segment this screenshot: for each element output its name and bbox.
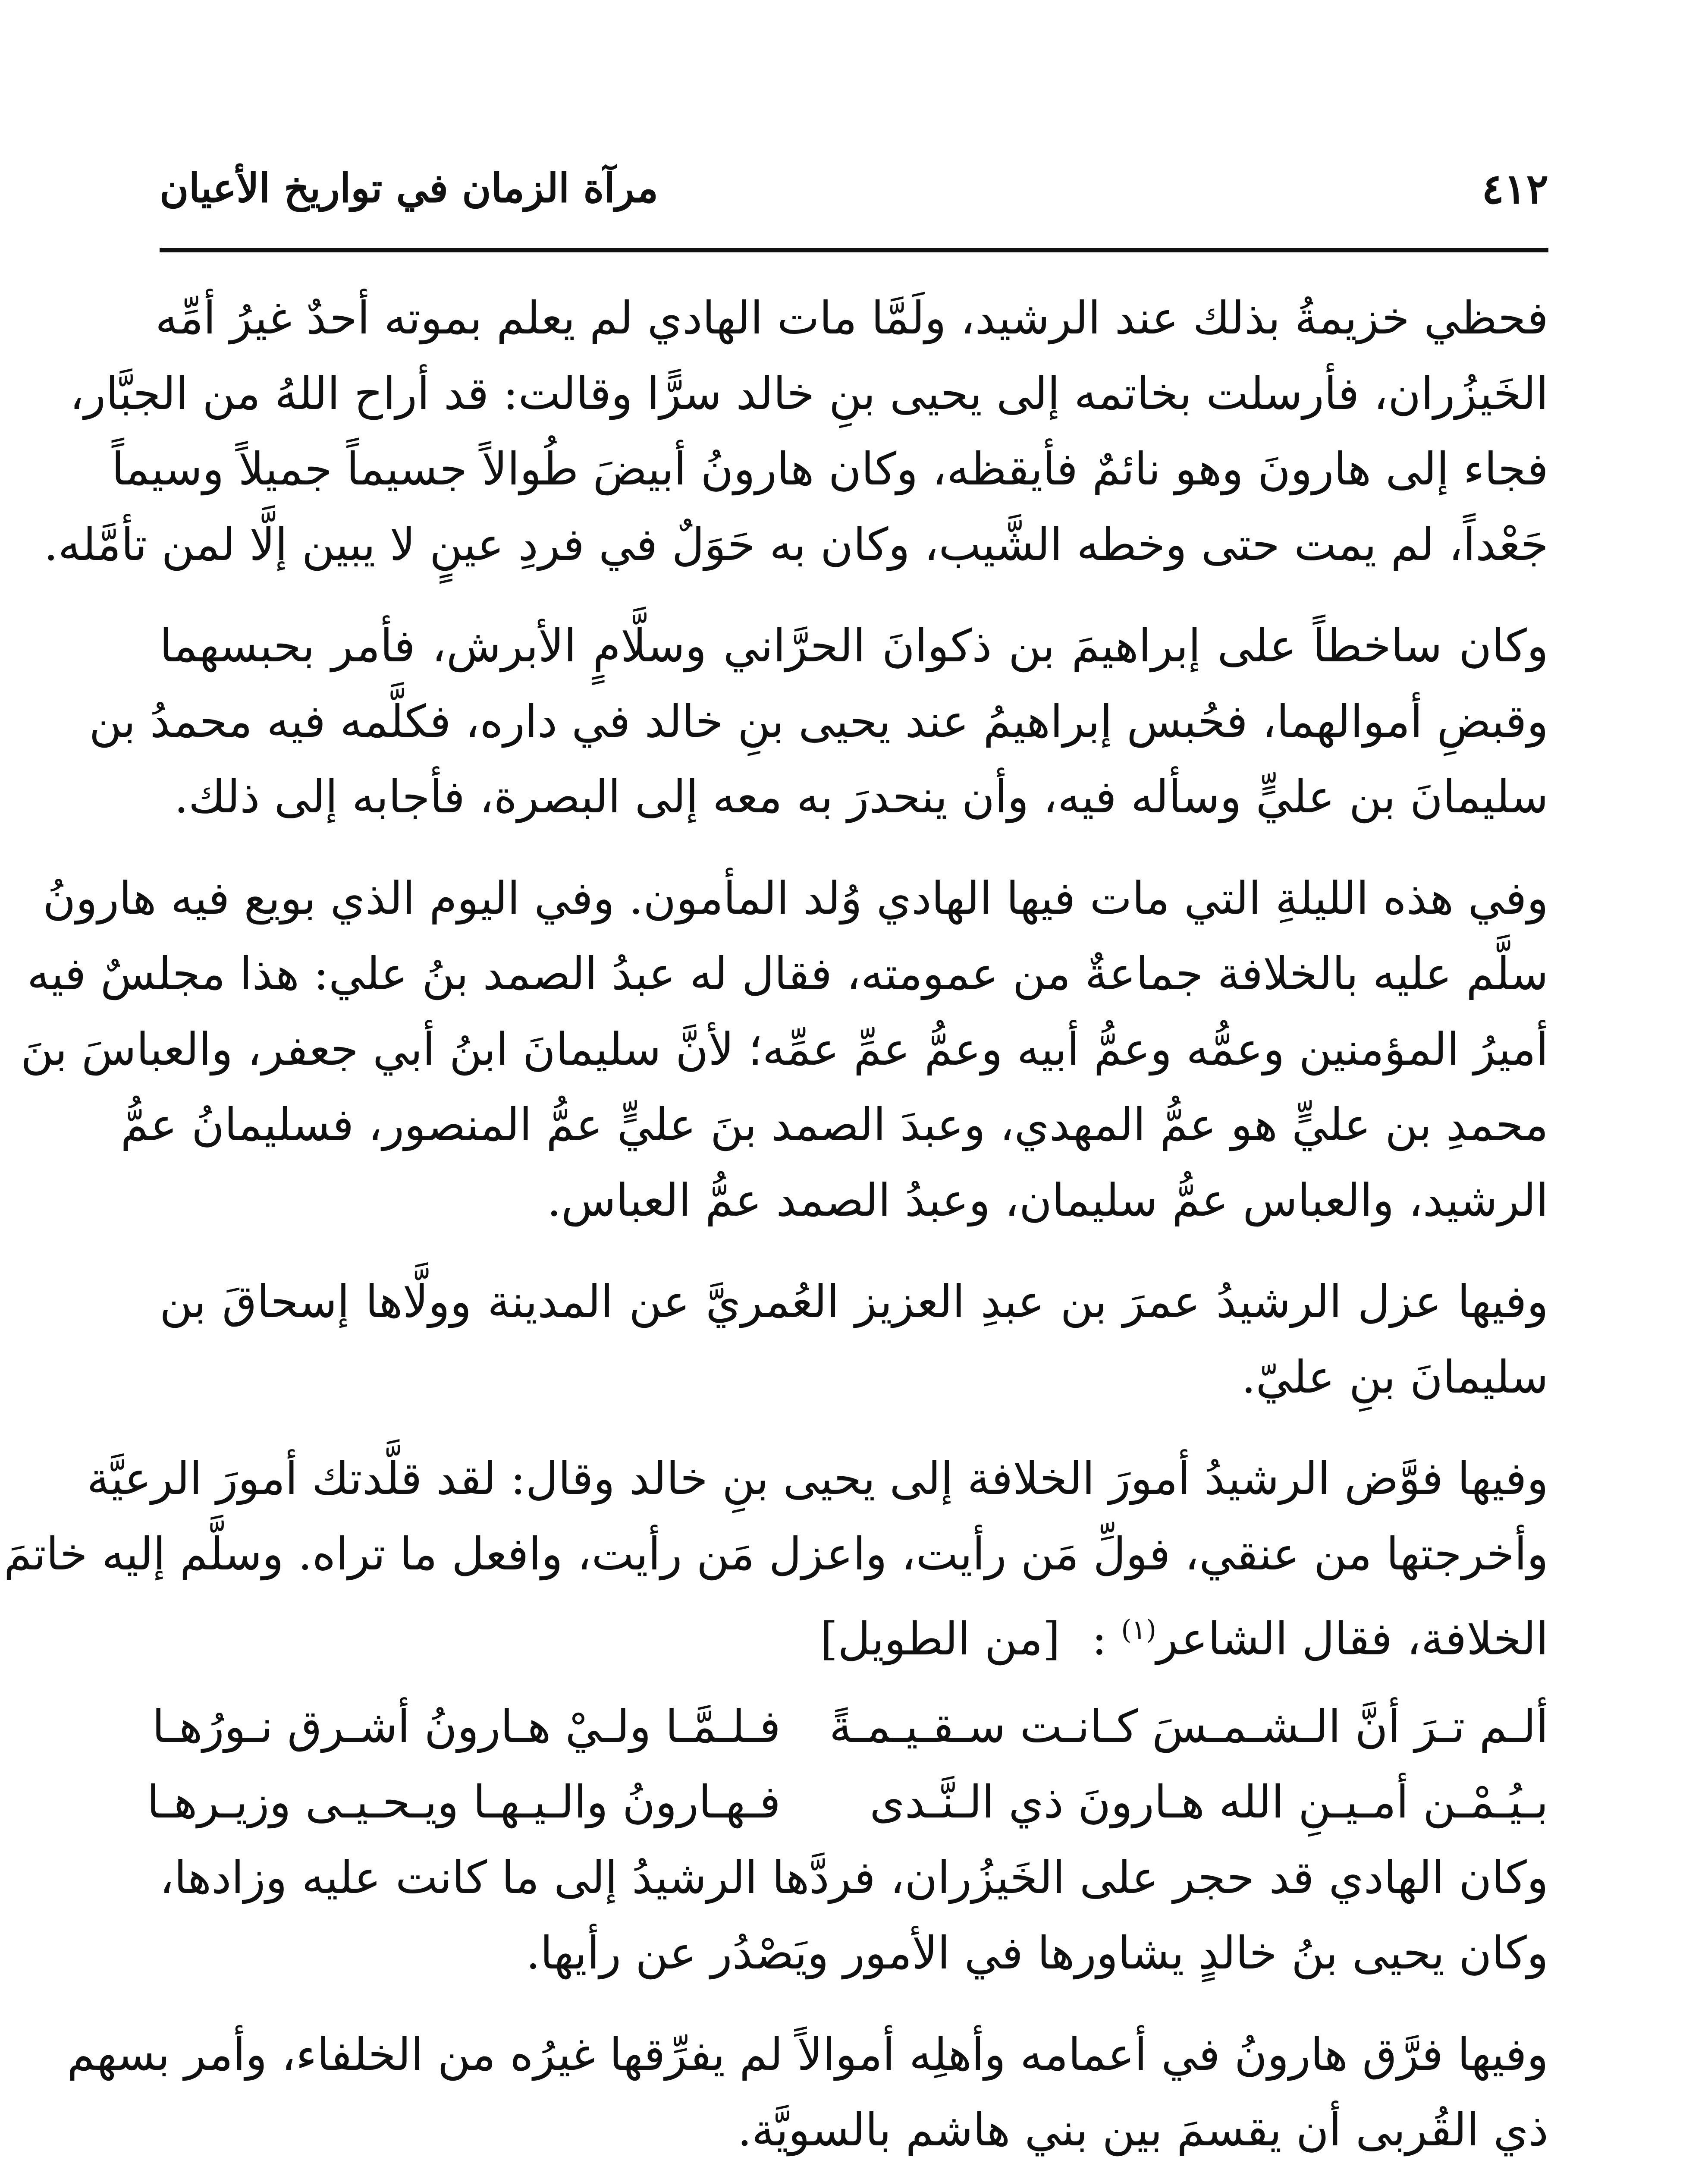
text-line: جَعْداً، لم يمت حتى وخطه الشَّيب، وكان به حَوَلٌ في فردِ عينٍ لا يبين إلَّا لمن تأمَّله.	[44, 518, 1548, 571]
poetic-meter: [من الطويل]	[820, 1612, 1061, 1665]
poet-intro: الخلافة، فقال الشاعر	[1156, 1612, 1548, 1665]
text-line	[160, 1592, 1548, 1677]
text-line: وأخرجتها من عنقي، فولِّ مَن رأيت، واعزل مَن رأيت، وافعل ما تراه. وسلَّم إليه خاتمَ	[3, 1528, 1548, 1580]
poem-verse	[152, 1689, 1548, 1764]
text-line: ذي القُربى أن يقسمَ بين بني هاشمٍ بالسويَّة.	[737, 2103, 1548, 2156]
text-line: وفي هذه الليلةِ التي مات فيها الهادي وُلد المأمون. وفي اليوم الذي بويع فيه هارونُ	[43, 872, 1548, 924]
text-line: محمدِ بن عليٍّ هو عمُّ المهدي، وعبدَ الصمد بنَ عليٍّ عمُّ المنصور، فسليمانُ عمُّ	[120, 1098, 1548, 1151]
text-line: أميرُ المؤمنين وعمُّه وعمُّ أبيه وعمُّ عمِّ عمِّه؛ لأنَّ سليمانَ ابنُ أبي جعفر، والعباسَ بنَ	[20, 1023, 1548, 1075]
header-divider	[160, 248, 1548, 252]
second-hemistich: فـهـارونُ والـيـهـا ويـحـيـى وزيـرهـا	[147, 1775, 781, 1828]
text-line: الخَيزُران، فأرسلت بخاتمه إلى يحيى بنِ خالد سرًّا وقالت: قد أراح اللهُ من الجبَّار،	[69, 367, 1548, 420]
text-line: وكان ساخطاً على إبراهيمَ بن ذكوانَ الحرَّاني وسلَّامٍ الأبرش، فأمر بحبسهما	[160, 619, 1549, 672]
main-text	[3, 280, 1549, 2157]
footnote-reference: (١)	[1121, 1614, 1157, 1645]
text-line: سلَّم عليه بالخلافة جماعةٌ من عمومته، فقال له عبدُ الصمد بنُ علي: هذا مجلسٌ فيه	[27, 947, 1548, 1000]
paragraph	[67, 2017, 1548, 2157]
paragraph	[3, 1441, 1548, 1677]
second-hemistich: فـلـمَّـا ولـيْ هـارونُ أشـرق نـورُهـا	[152, 1700, 781, 1753]
text-line: فحظي خزيمةُ بذلك عند الرشيد، ولَمَّا مات الهادي لم يعلم بموته أحدٌ غيرُ أمِّه	[155, 292, 1548, 344]
first-hemistich: ألـم تـرَ أنَّ الـشـمـسَ كـانـت سـقـيـمـةً	[829, 1700, 1548, 1753]
text-line: وفيها فرَّق هارونُ في أعمامه وأهلِه أموالاً لم يفرِّقها غيرُه من الخلفاء، وأمر بسهم	[67, 2028, 1548, 2081]
page-header	[160, 155, 1548, 242]
text-line: فجاء إلى هارونَ وهو نائمٌ فأيقظه، وكان هارونُ أبيضَ طُوالاً جسيماً جميلاً وسيماً	[111, 443, 1548, 495]
text-line: وكان يحيى بنُ خالدٍ يشاورها في الأمور ويَصْدُر عن رأيها.	[526, 1926, 1548, 1979]
text-line: سليمانَ بنِ عليّ.	[1241, 1351, 1548, 1403]
running-title: مرآة الزمان في تواريخ الأعيان	[160, 165, 659, 211]
paragraph	[160, 1264, 1548, 1415]
text-line: وفيها عزل الرشيدُ عمرَ بن عبدِ العزيز العُمريَّ عن المدينة وولَّاها إسحاقَ بن	[160, 1275, 1548, 1328]
colon: :	[1077, 1612, 1121, 1665]
paragraph	[20, 861, 1548, 1238]
paragraph	[160, 1840, 1548, 1991]
paragraph	[44, 280, 1548, 582]
first-hemistich: بـيُـمْـن أمـيـنِ الله هـارونَ ذي الـنَّـدى	[870, 1775, 1548, 1828]
text-line: وكان الهادي قد حجر على الخَيزُران، فردَّها الرشيدُ إلى ما كانت عليه وزادها،	[160, 1851, 1548, 1904]
text-line: وفيها فوَّض الرشيدُ أمورَ الخلافة إلى يحيى بنِ خالد وقال: لقد قلَّدتك أمورَ الرعيَّة	[87, 1452, 1548, 1505]
text-line: وقبضِ أموالهما، فحُبس إبراهيمُ عند يحيى بنِ خالد في داره، فكلَّمه فيه محمدُ بن	[89, 695, 1548, 748]
text-line: الرشيد، والعباس عمُّ سليمان، وعبدُ الصمد عمُّ العباس.	[547, 1174, 1548, 1226]
text-line: سليمانَ بن عليٍّ وسأله فيه، وأن ينحدرَ به معه إلى البصرة، فأجابه إلى ذلك.	[174, 770, 1548, 823]
poem-verse	[147, 1764, 1548, 1840]
page-number: ٤١٢	[1482, 164, 1548, 213]
paragraph	[89, 608, 1549, 835]
